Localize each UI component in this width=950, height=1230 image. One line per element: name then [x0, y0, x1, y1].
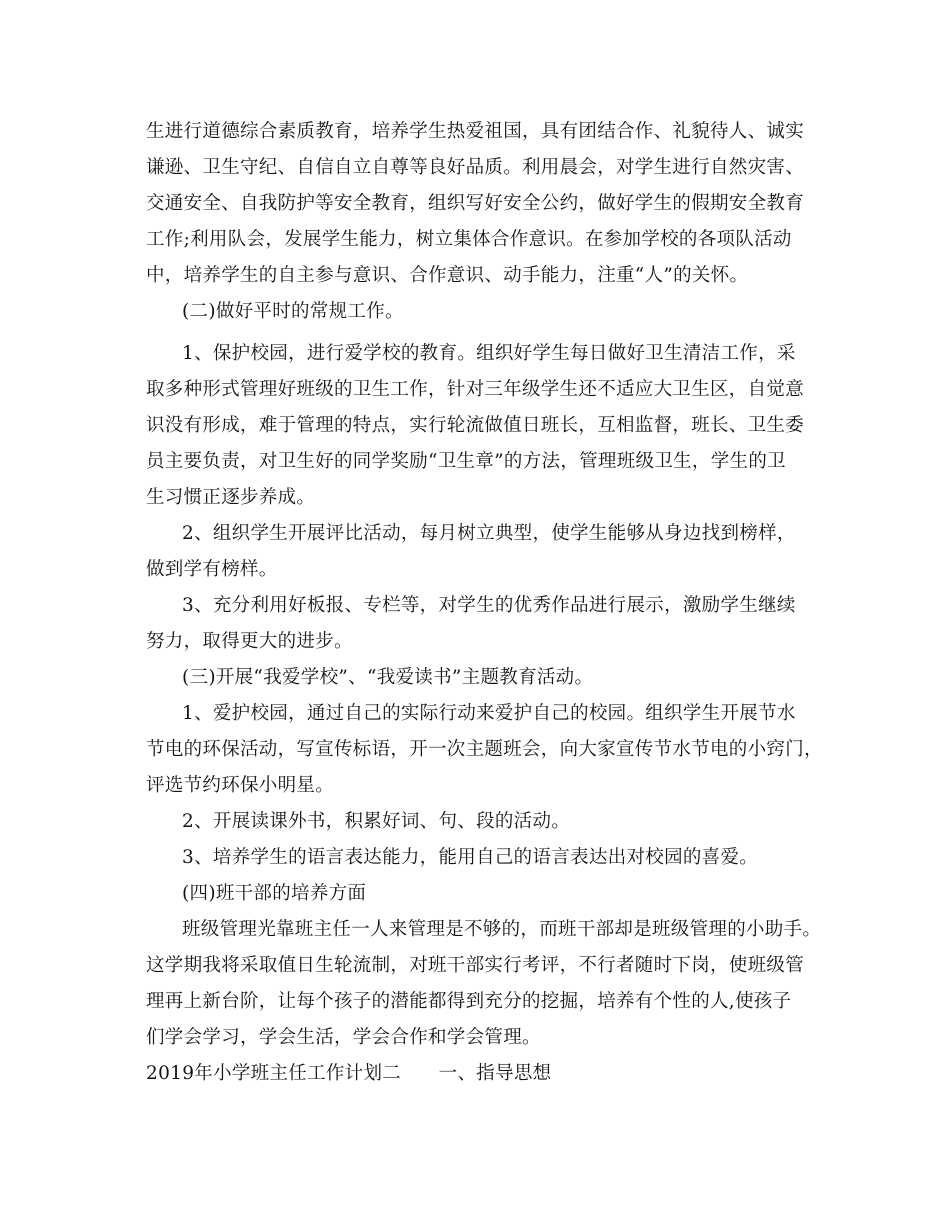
text-line: 做到学有榜样。 — [146, 559, 278, 580]
text-line: 理再上新台阶，让每个孩子的潜能都得到充分的挖掘，培养有个性的人,使孩子 — [146, 991, 792, 1012]
text-line: 谦逊、卫生守纪、自信自立自尊等良好品质。利用晨会，对学生进行自然灾害、 — [146, 157, 805, 178]
text-line: 评选节约环保小明星。 — [146, 775, 335, 796]
text-line: 员主要负责，对卫生好的同学奖励“卫生章”的方法，管理班级卫生，学生的卫 — [146, 451, 786, 472]
text-line: 生进行道德综合素质教育，培养学生热爱祖国，具有团结合作、礼貌待人、诚实 — [146, 121, 805, 142]
section-heading: (二)做好平时的常规工作。 — [182, 301, 404, 322]
section-heading: (四)班干部的培养方面 — [182, 883, 367, 904]
text-line: 中，培养学生的自主参与意识、合作意识、动手能力，注重“人”的关怀。 — [146, 265, 749, 286]
text-line: 取多种形式管理好班级的卫生工作，针对三年级学生还不适应大卫生区，自觉意 — [146, 379, 805, 400]
text-line: 工作;利用队会，发展学生能力，树立集体合作意识。在参加学校的各项队活动 — [146, 229, 792, 250]
text-line: 们学会学习，学会生活，学会合作和学会管理。 — [146, 1027, 541, 1048]
text-line: 3、培养学生的语言表达能力，能用自己的语言表达出对校园的喜爱。 — [182, 847, 759, 868]
text-line: 节电的环保活动，写宣传标语，开一次主题班会，向大家宣传节水节电的小窍门， — [146, 739, 823, 760]
text-line: 1、保护校园，进行爱学校的教育。组织好学生每日做好卫生清洁工作，采 — [182, 343, 796, 364]
text-line: 2、组织学生开展评比活动，每月树立典型，使学生能够从身边找到榜样， — [182, 523, 796, 544]
text-line: 班级管理光靠班主任一人来管理是不够的，而班干部却是班级管理的小助手。 — [182, 919, 822, 940]
text-line: 努力，取得更大的进步。 — [146, 631, 353, 652]
text-line: 2019年小学班主任工作计划二 一、指导思想 — [146, 1063, 552, 1084]
text-line: 生习惯正逐步养成。 — [146, 487, 316, 508]
text-line: 交通安全、自我防护等安全教育，组织写好安全公约，做好学生的假期安全教育 — [146, 193, 805, 214]
text-line: 3、充分利用好板报、专栏等，对学生的优秀作品进行展示，激励学生继续 — [182, 595, 796, 616]
text-line: 这学期我将采取值日生轮流制，对班干部实行考评，不行者随时下岗，使班级管 — [146, 955, 805, 976]
text-line: 2、开展读课外书，积累好词、句、段的活动。 — [182, 811, 571, 832]
text-line: 1、爱护校园，通过自己的实际行动来爱护自己的校园。组织学生开展节水 — [182, 703, 796, 724]
section-heading: (三)开展“我爱学校”、“我爱读书”主题教育活动。 — [182, 667, 594, 688]
text-line: 识没有形成，难于管理的特点，实行轮流做值日班长，互相监督，班长、卫生委 — [146, 415, 805, 436]
